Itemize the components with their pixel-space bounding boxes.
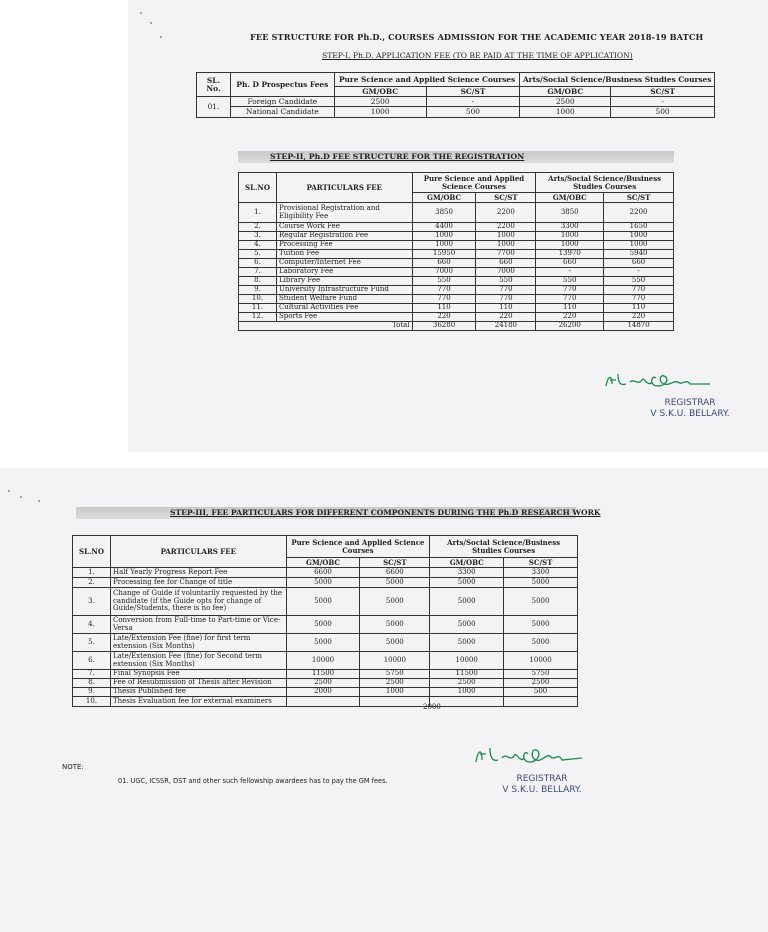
cell-value: [286, 697, 360, 707]
note-label: NOTE:: [62, 763, 84, 771]
registrar-university: V S.K.U. BELLARY.: [650, 408, 730, 419]
thesis-evaluation-fee-value: 2000: [423, 703, 441, 711]
table-row: [239, 232, 674, 241]
table-row: [239, 223, 674, 232]
cell-value: 660: [536, 259, 604, 268]
cell-value: 1000: [604, 232, 674, 241]
step2-table: [238, 172, 674, 331]
cell-value: [360, 697, 430, 707]
col-header-pure-sc: SC/ST: [476, 193, 536, 203]
cell-value: 500: [426, 107, 520, 118]
cell-value: 3300: [504, 568, 578, 578]
table-row: [239, 277, 674, 286]
step1-table: [196, 72, 715, 118]
cell-value: 10000: [286, 652, 360, 670]
cell-value: 2000: [286, 688, 360, 697]
cell-value: 220: [536, 313, 604, 322]
cell-value: 2500: [334, 97, 426, 107]
col-header-arts: Arts/Social Science/Business Studies Courses: [430, 536, 578, 558]
step2-heading: STEP-II, Ph.D FEE STRUCTURE FOR THE REGISTRATION: [270, 152, 525, 161]
cell-value: 1000: [520, 107, 611, 118]
row-label: Cultural Activities Fee: [276, 304, 412, 313]
registrar-stamp-1: [640, 398, 740, 420]
total-value: 36280: [412, 322, 476, 331]
cell-value: 1000: [430, 688, 504, 697]
cell-value: 2200: [476, 203, 536, 223]
cell-value: 550: [604, 277, 674, 286]
row-label: Sports Fee: [276, 313, 412, 322]
cell-value: 7700: [476, 250, 536, 259]
cell-value: 500: [611, 107, 715, 118]
col-header-slno: SL.NO: [239, 173, 277, 203]
row-slno: 7.: [239, 268, 277, 277]
cell-value: 770: [476, 286, 536, 295]
row-label: University Infrastructure Fund: [276, 286, 412, 295]
row-slno: 7.: [73, 670, 111, 679]
scan-speck: [160, 36, 162, 38]
scan-speck: [140, 12, 142, 14]
cell-value: 6600: [286, 568, 360, 578]
row-label: Half Yearly Progress Report Fee: [110, 568, 286, 578]
registrar-stamp-2: [492, 774, 592, 796]
col-header-arts-gm: GM/OBC: [430, 558, 504, 568]
row-label: Provisional Registration and Eligibility Fee: [276, 203, 412, 223]
cell-value: 1000: [476, 232, 536, 241]
cell-value: 11500: [430, 670, 504, 679]
cell-value: -: [604, 268, 674, 277]
cell-value: 1000: [360, 688, 430, 697]
registrar-title: REGISTRAR: [664, 398, 716, 408]
cell-value: 500: [504, 688, 578, 697]
cell-value: 10000: [360, 652, 430, 670]
cell-value: 660: [412, 259, 476, 268]
cell-value: 5000: [430, 588, 504, 616]
cell-value: 5000: [504, 616, 578, 634]
col-header-arts-gm: GM/OBC: [536, 193, 604, 203]
scan-speck: [8, 490, 10, 492]
cell-value: 110: [604, 304, 674, 313]
total-label: Total: [239, 322, 413, 331]
col-header-arts-gm: GM/OBC: [520, 87, 611, 97]
col-header-pure-gm: GM/OBC: [334, 87, 426, 97]
table-row: [73, 697, 578, 707]
row-label: Processing fee for Change of title: [110, 578, 286, 588]
col-header-pure-sc: SC/ST: [360, 558, 430, 568]
cell-value: 2500: [430, 679, 504, 688]
cell-value: 5000: [360, 634, 430, 652]
cell-value: -: [536, 268, 604, 277]
cell-value: 770: [536, 295, 604, 304]
table-row: [197, 107, 715, 118]
cell-value: 5000: [286, 588, 360, 616]
cell-value: 5000: [430, 634, 504, 652]
col-header-arts: Arts/Social Science/Business Studies Courses: [536, 173, 674, 193]
cell-value: 5000: [286, 634, 360, 652]
cell-value: 110: [476, 304, 536, 313]
cell-value: 770: [412, 286, 476, 295]
row-label: National Candidate: [230, 107, 334, 118]
cell-value: 2500: [504, 679, 578, 688]
table-row: [73, 652, 578, 670]
row-label: Late/Extension Fee (fine) for first term extension (Six Months): [110, 634, 286, 652]
cell-value: 1000: [412, 232, 476, 241]
table-row: [239, 295, 674, 304]
col-header-slno: SL.NO: [73, 536, 111, 568]
row-slno: 1.: [239, 203, 277, 223]
cell-value: 5940: [604, 250, 674, 259]
table-row: [73, 688, 578, 697]
row-slno: 3.: [239, 232, 277, 241]
cell-value: 15950: [412, 250, 476, 259]
cell-value: 1000: [536, 232, 604, 241]
cell-value: 110: [536, 304, 604, 313]
row-slno: 9.: [73, 688, 111, 697]
cell-value: [430, 697, 504, 707]
cell-value: 220: [412, 313, 476, 322]
table-row: [73, 679, 578, 688]
col-header-prospectus: Ph. D Prospectus Fees: [230, 73, 334, 97]
row-label: Final Synopsis Fee: [110, 670, 286, 679]
cell-value: 3850: [412, 203, 476, 223]
row-slno: 11.: [239, 304, 277, 313]
registrar-signature: [600, 368, 720, 394]
row-label: Laboratory Fee: [276, 268, 412, 277]
cell-value: 3300: [536, 223, 604, 232]
cell-value: 550: [536, 277, 604, 286]
cell-value: 1000: [476, 241, 536, 250]
cell-value: 1000: [334, 107, 426, 118]
col-header-pure-science: Pure Science and Applied Science Courses: [412, 173, 536, 193]
step3-table: [72, 535, 578, 707]
cell-value: 10000: [504, 652, 578, 670]
scan-speck: [38, 500, 40, 502]
row-slno: 6.: [73, 652, 111, 670]
row-label: Library Fee: [276, 277, 412, 286]
row-slno: 10.: [239, 295, 277, 304]
cell-value: 13970: [536, 250, 604, 259]
row-slno: 2.: [239, 223, 277, 232]
cell-value: 1000: [412, 241, 476, 250]
cell-value: 770: [604, 295, 674, 304]
cell-value: 5000: [504, 578, 578, 588]
cell-value: 770: [604, 286, 674, 295]
cell-value: 11500: [286, 670, 360, 679]
table-row: [239, 203, 674, 223]
cell-value: 7000: [476, 268, 536, 277]
cell-value: 5000: [360, 578, 430, 588]
cell-value: 2500: [360, 679, 430, 688]
table-row: [239, 304, 674, 313]
col-header-pure-science: Pure Science and Applied Science Courses: [334, 73, 520, 87]
row-slno: 12.: [239, 313, 277, 322]
row-label: Change of Guide if voluntarily requested by the candidate (if the Guide opts for change of Guide/Students, there is no fee): [110, 588, 286, 616]
cell-value: 4400: [412, 223, 476, 232]
step3-heading: STEP-III, FEE PARTICULARS FOR DIFFERENT COMPONENTS DURING THE Ph.D RESEARCH WORK: [170, 508, 601, 517]
col-header-pure-gm: GM/OBC: [286, 558, 360, 568]
table-row: [73, 616, 578, 634]
cell-value: 7000: [412, 268, 476, 277]
row-label: Conversion from Full-time to Part-time or Vice-Versa: [110, 616, 286, 634]
cell-value: 5000: [286, 616, 360, 634]
table-row: [73, 670, 578, 679]
cell-value: 770: [412, 295, 476, 304]
table-row: [197, 97, 715, 107]
cell-value: 1000: [604, 241, 674, 250]
total-row: [239, 322, 674, 331]
col-header-arts-sc: SC/ST: [604, 193, 674, 203]
total-value: 26200: [536, 322, 604, 331]
row-label: Computer/Internet Fee: [276, 259, 412, 268]
col-header-arts-sc: SC/ST: [504, 558, 578, 568]
cell-value: -: [611, 97, 715, 107]
cell-value: 5750: [360, 670, 430, 679]
table-row: [239, 250, 674, 259]
row-label: Thesis Published fee: [110, 688, 286, 697]
col-header-pure-sc: SC/ST: [426, 87, 520, 97]
cell-value: 6600: [360, 568, 430, 578]
cell-value: 2500: [286, 679, 360, 688]
cell-value: 5000: [504, 634, 578, 652]
cell-value: 770: [536, 286, 604, 295]
row-slno: 5.: [73, 634, 111, 652]
row-slno: 01.: [197, 97, 231, 118]
cell-value: 770: [476, 295, 536, 304]
cell-value: 220: [604, 313, 674, 322]
total-value: 24180: [476, 322, 536, 331]
row-slno: 8.: [239, 277, 277, 286]
cell-value: 3850: [536, 203, 604, 223]
registrar-title: REGISTRAR: [516, 774, 568, 784]
row-slno: 10.: [73, 697, 111, 707]
cell-value: 5750: [504, 670, 578, 679]
row-label: Thesis Evaluation fee for external examiners: [110, 697, 286, 707]
table-row: [239, 313, 674, 322]
col-header-particulars: PARTICULARS FEE: [110, 536, 286, 568]
table-row: [73, 634, 578, 652]
row-label: Course Work Fee: [276, 223, 412, 232]
table-row: [73, 578, 578, 588]
table-row: [239, 241, 674, 250]
col-header-particulars: PARTICULARS FEE: [276, 173, 412, 203]
cell-value: 220: [476, 313, 536, 322]
cell-value: 1650: [604, 223, 674, 232]
cell-value: 5000: [430, 578, 504, 588]
row-slno: 5.: [239, 250, 277, 259]
row-label: Student Welfare Fund: [276, 295, 412, 304]
cell-value: 5000: [360, 588, 430, 616]
row-label: Fee of Resubmission of Thesis after Revision: [110, 679, 286, 688]
cell-value: 5000: [430, 616, 504, 634]
row-slno: 3.: [73, 588, 111, 616]
registrar-signature: [470, 742, 590, 770]
cell-value: 550: [412, 277, 476, 286]
table-row: [239, 286, 674, 295]
table-row: [73, 588, 578, 616]
row-slno: 2.: [73, 578, 111, 588]
cell-value: 2500: [520, 97, 611, 107]
col-header-arts-sc: SC/ST: [611, 87, 715, 97]
col-header-pure-gm: GM/OBC: [412, 193, 476, 203]
cell-value: 550: [476, 277, 536, 286]
col-header-pure-science: Pure Science and Applied Science Courses: [286, 536, 430, 558]
cell-value: 660: [476, 259, 536, 268]
row-slno: 8.: [73, 679, 111, 688]
row-label: Foreign Candidate: [230, 97, 334, 107]
cell-value: 10000: [430, 652, 504, 670]
cell-value: 2200: [476, 223, 536, 232]
note-text: 01. UGC, ICSSR, DST and other such fellowship awardees has to pay the GM fees.: [118, 777, 388, 785]
document-title: FEE STRUCTURE FOR Ph.D., COURSES ADMISSION FOR THE ACADEMIC YEAR 2018-19 BATCH: [250, 32, 704, 42]
scan-speck: [20, 496, 22, 498]
table-row: [239, 259, 674, 268]
total-value: 14870: [604, 322, 674, 331]
row-label: Regular Registration Fee: [276, 232, 412, 241]
registrar-university: V S.K.U. BELLARY.: [502, 784, 582, 795]
row-slno: 9.: [239, 286, 277, 295]
cell-value: 3300: [430, 568, 504, 578]
cell-value: 5000: [286, 578, 360, 588]
col-header-slno: SL. No.: [197, 73, 231, 97]
cell-value: 2200: [604, 203, 674, 223]
cell-value: 1000: [536, 241, 604, 250]
row-slno: 4.: [73, 616, 111, 634]
cell-value: [504, 697, 578, 707]
row-slno: 1.: [73, 568, 111, 578]
row-slno: 4.: [239, 241, 277, 250]
col-header-arts: Arts/Social Science/Business Studies Courses: [520, 73, 715, 87]
row-slno: 6.: [239, 259, 277, 268]
cell-value: 660: [604, 259, 674, 268]
table-row: [239, 268, 674, 277]
row-label: Processing Fee: [276, 241, 412, 250]
row-label: Tuition Fee: [276, 250, 412, 259]
cell-value: -: [426, 97, 520, 107]
cell-value: 5000: [504, 588, 578, 616]
step1-heading: STEP-I, Ph.D. APPLICATION FEE (TO BE PAID AT THE TIME OF APPLICATION): [322, 51, 633, 60]
scan-speck: [150, 22, 152, 24]
table-row: [73, 568, 578, 578]
cell-value: 110: [412, 304, 476, 313]
cell-value: 5000: [360, 616, 430, 634]
row-label: Late/Extension Fee (fine) for Second term extension (Six Months): [110, 652, 286, 670]
